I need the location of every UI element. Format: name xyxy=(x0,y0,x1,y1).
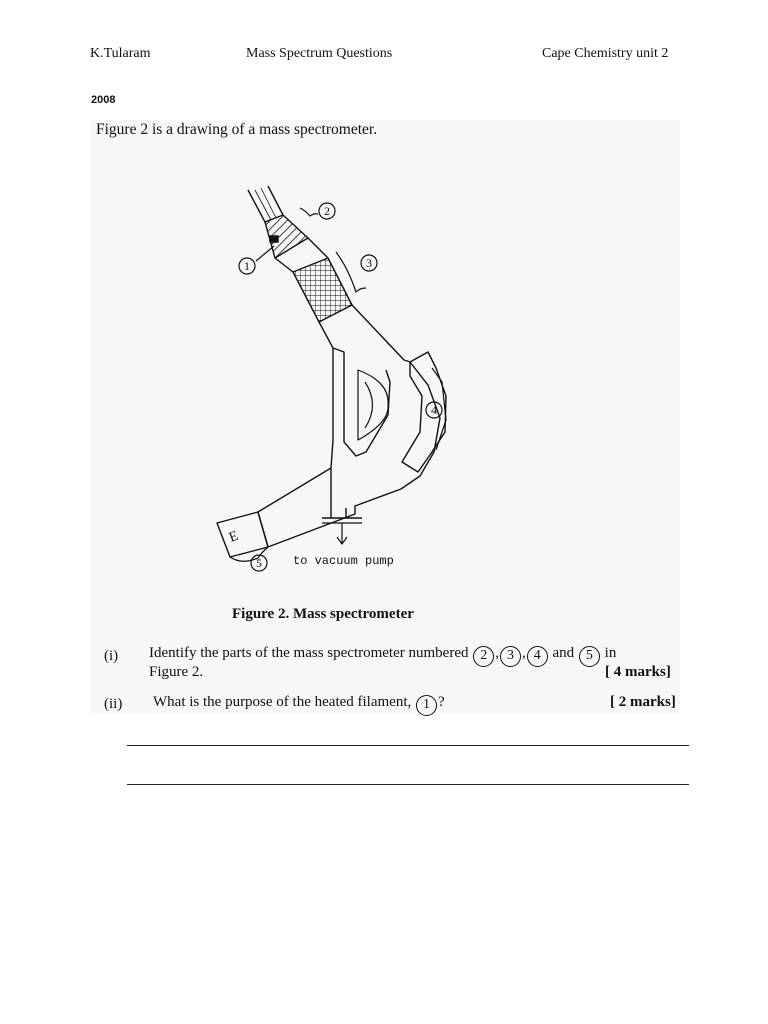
question-1-sep-1: , xyxy=(495,645,499,661)
question-1-text xyxy=(149,645,616,667)
figure-intro-text: Figure 2 is a drawing of a mass spectrometer. xyxy=(96,121,378,138)
brace-2 xyxy=(300,208,318,216)
label-1: 1 xyxy=(244,259,250,273)
question-2-marks: [ 2 marks] xyxy=(610,694,676,710)
question-1-text-after: in xyxy=(604,645,617,661)
question-1-sep-2: , xyxy=(521,645,526,661)
question-2-text-after: ? xyxy=(438,694,445,710)
electromagnet xyxy=(402,352,446,472)
question-2-circled-1: 1 xyxy=(416,695,437,716)
label-5: 5 xyxy=(256,556,262,570)
label-3: 3 xyxy=(366,256,372,270)
question-2-number: (ii) xyxy=(104,696,123,712)
question-1-circled-4: 4 xyxy=(527,646,548,667)
question-2-text-before: What is the purpose of the heated filament, xyxy=(153,694,412,710)
question-1-number: (i) xyxy=(104,648,119,664)
answer-line-2[interactable] xyxy=(127,784,689,785)
label-4: 4 xyxy=(431,403,437,417)
header-title: Mass Spectrum Questions xyxy=(246,46,393,61)
exam-year: 2008 xyxy=(91,94,116,106)
pump-arrow xyxy=(337,523,347,544)
question-1-text-line2: Figure 2. xyxy=(149,664,204,680)
mass-spectrometer-diagram xyxy=(90,120,680,600)
label-2: 2 xyxy=(324,204,330,218)
question-1-circled-5: 5 xyxy=(579,646,600,667)
vacuum-pump-label: to vacuum pump xyxy=(293,554,394,568)
accelerating-plates xyxy=(293,258,352,322)
header-course: Cape Chemistry unit 2 xyxy=(542,46,669,61)
question-1-text-before: Identify the parts of the mass spectrometer numbered xyxy=(149,645,469,661)
question-1-conj: and xyxy=(552,645,575,661)
question-2-text xyxy=(153,694,445,716)
detector-letter: E xyxy=(227,528,241,546)
answer-line-1[interactable] xyxy=(127,745,689,746)
figure-caption: Figure 2. Mass spectrometer xyxy=(232,606,414,622)
question-1-circled-2: 2 xyxy=(473,646,494,667)
question-1-circled-3: 3 xyxy=(500,646,521,667)
vacuum-outlet xyxy=(331,468,346,518)
flight-tube xyxy=(258,238,440,547)
question-1-marks: [ 4 marks] xyxy=(605,664,671,680)
header-author: K.Tularam xyxy=(90,46,151,61)
filament xyxy=(270,236,278,242)
